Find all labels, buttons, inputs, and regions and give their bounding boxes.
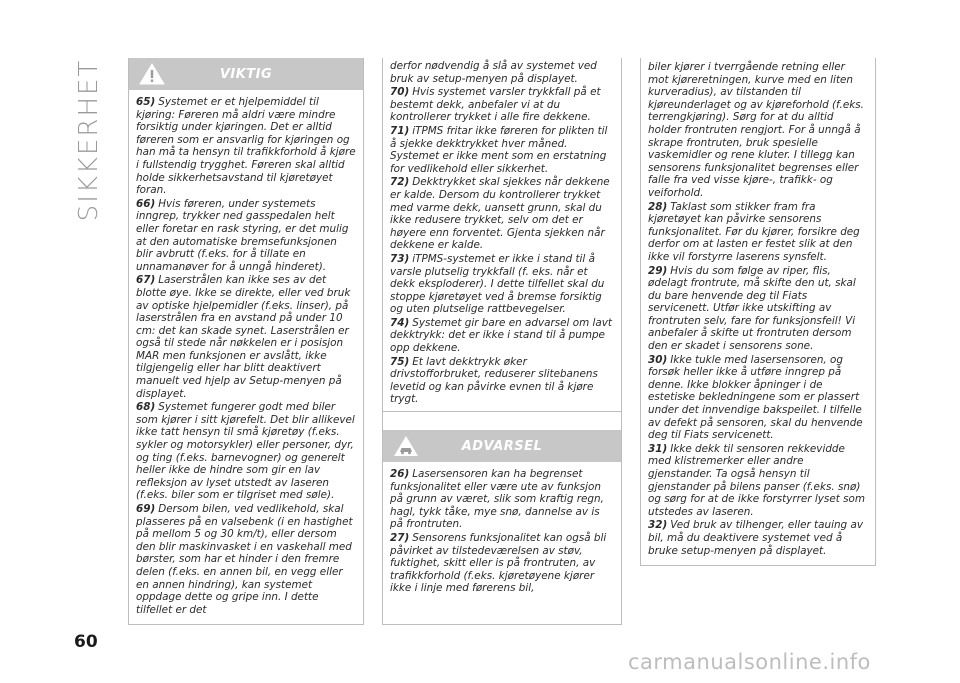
warning-triangle-icon — [139, 62, 165, 86]
note-27 — [390, 532, 614, 595]
warning-banner-title: ADVARSEL — [461, 438, 543, 454]
note-number: 75) — [390, 355, 410, 368]
note-text: Et lavt dekktrykk øker drivstofforbruket, reduserer slitebanens levetid og kan påvirke evnen til å kjøre trygt. — [390, 355, 598, 406]
note-number: 31) — [648, 442, 668, 455]
note-66 — [136, 198, 356, 274]
note-text: Systemet er et hjelpemiddel til kjøring: Føreren må aldri være mindre forsiktig under kjøringen. Det er alltid føreren som er ansvarlig for kjøringen og han må ta hensyn til trafikkforhold å kjøre i fullstendig trygghet. Føreren skal alltid holde sikkerhetsavstand til kjøretøyet foran. — [136, 96, 356, 197]
warning-notes — [383, 462, 621, 595]
section-tab — [60, 40, 118, 240]
note-number: 68) — [136, 401, 156, 414]
note-number: 70) — [390, 86, 410, 99]
note-26 — [390, 468, 614, 531]
note-text: Hvis du som følge av riper, flis, ødelagt frontrute, må skifte den ut, skal du bare henvende deg til Fiats servicenett. Utfør ikke utskifting av frontruten selv, fare for funksjonsfeil! Vi anbefaler å skifte ut frontruten dersom den er skadet i sensorens sone. — [648, 264, 856, 353]
note-30 — [648, 354, 868, 442]
important-banner — [129, 58, 363, 90]
note-74 — [390, 317, 614, 355]
important-notes-continued — [383, 58, 621, 412]
note-number: 65) — [136, 96, 156, 108]
note-28 — [648, 201, 868, 264]
note-number: 27) — [390, 532, 410, 544]
important-banner-title: VIKTIG — [219, 66, 273, 82]
section-title: SIKKERHET — [74, 58, 104, 222]
note-text: Hvis systemet varsler trykkfall på et bestemt dekk, anbefaler vi at du kontrollerer trykket i alle fire dekkene. — [390, 86, 601, 124]
note-number: 32) — [648, 519, 668, 532]
note-number: 30) — [648, 353, 668, 366]
note-number: 71) — [390, 124, 410, 137]
note-text: iTPMS-systemet er ikke i stand til å varsle plutselig trykkfall (f. eks. når et dekk eksploderer). I dette tilfellet skal du stoppe kjøretøyet ved å bremse forsiktig og uten plutselige rattbevegelser. — [390, 252, 605, 316]
note-67 — [136, 274, 356, 400]
note-text: Systemet gir bare en advarsel om lavt dekktrykk: det er ikke i stand til å pumpe opp dekkene. — [390, 316, 613, 355]
note-number: 72) — [390, 176, 410, 189]
watermark: carmanualsonline.info — [628, 650, 871, 674]
notes-column-2 — [382, 58, 622, 625]
note-31 — [648, 443, 868, 519]
note-29 — [648, 265, 868, 353]
note-69 — [136, 503, 356, 616]
page-number: 60 — [74, 632, 98, 652]
warning-section — [383, 430, 621, 595]
important-notes — [129, 90, 363, 616]
warning-notes-column — [640, 58, 876, 566]
note-number: 69) — [136, 503, 156, 515]
note-number: 73) — [390, 252, 410, 265]
note-65 — [136, 96, 356, 197]
note-text: Dekktrykket skal sjekkes når dekkene er kalde. Dersom du kontrollerer trykket med varme dekk, uansett grunn, skal du ikke redusere trykket, selv om det er høyere enn forventet. Gjenta sjekken når dekkene er kalde. — [390, 176, 610, 252]
note-text: Systemet fungerer godt med biler som kjører i sitt kjørefelt. Det blir allikevel ikke tatt hensyn til små kjøretøy (f.eks. sykler og motorsykler) eller personer, dyr, og ting (f.eks. barnevogner) og generelt heller ikke de hindre som gir en lav refleksjon av lyset utstedt av laseren (f.eks. biler som er tilgriset med søle). — [136, 401, 355, 502]
note-text: Lasersensoren kan ha begrenset funksjonalitet eller være ute av funksjon på grunn av været, slik som kraftig regn, hagl, tykk tåke, mye snø, dannelse av is på frontruten. — [390, 468, 604, 531]
important-notes-column — [128, 58, 364, 625]
note-75 — [390, 356, 614, 406]
note-text: Taklast som stikker fram fra kjøretøyet kan påvirke sensorens funksjonalitet. Før du kjører, forsikre deg derfor om at lasten er festet slik at den ikke vil forstyrre laserens synsfelt. — [648, 200, 860, 263]
note-number: 26) — [390, 468, 410, 481]
note-73 — [390, 253, 614, 316]
note-text: iTPMS fritar ikke føreren for plikten til å sjekke dekktrykket hver måned. Systemet er ikke ment som en erstatning for vedlikehold eller sikkerhet. — [390, 124, 608, 175]
note-text: Ikke dekk til sensoren rekkevidde med klistremerker eller andre gjenstander. Ta også hensyn til gjenstander på bilens panser (f.eks. snø) og sørg for at de ikke forstyrrer lyset som utstedes av laseren. — [648, 442, 865, 518]
warning-banner — [383, 430, 621, 462]
note-number: 29) — [648, 264, 668, 277]
note-text: Dersom bilen, ved vedlikehold, skal plasseres på en valsebenk (i en hastighet på mellom 5 og 30 km/t), eller dersom den blir maskinvasket i en vaskehall med børster, som har et hinder i den fremre delen (f.eks. en annen bil, en vegg eller en annen hindring), kan systemet oppdage dette og gripe inn. I dette tilfellet er det — [136, 503, 353, 616]
note-71 — [390, 125, 614, 175]
note-number: 67) — [136, 274, 156, 287]
note-70 — [390, 86, 614, 124]
note-number: 28) — [648, 200, 668, 213]
note-68 — [136, 401, 356, 502]
warning-notes-continued — [641, 58, 875, 557]
car-warning-icon — [393, 434, 419, 458]
note-number: 66) — [136, 197, 156, 210]
note-text: Ved bruk av tilhenger, eller tauing av bil, må du deaktivere systemet ved å bruke setup-menyen på displayet. — [648, 519, 863, 557]
note-number: 74) — [390, 316, 410, 329]
continued-notes — [383, 58, 621, 406]
continuation-text: biler kjører i tverrgående retning eller mot kjøreretningen, kurve med en liten kurveradius), av tilstanden til kjøreunderlaget og av kjøreforhold (f.eks. terrengkjøring). Sørg for at du alltid holder frontruten rengjort. For å unngå å skrape frontruten, bruk spesielle vaskemidler og rene kluter. I tillegg kan sensorens funksjonalitet begrenses eller falle fra ved visse kjøre-, trafikk- og veiforhold. — [648, 61, 864, 199]
note-text: Laserstrålen kan ikke ses av det blotte øye. Ikke se direkte, eller ved bruk av optiske hjelpemidler (f.eks. linser), på laserstrålen fra en avstand på under 10 cm: det kan skade synet. Laserstrålen er også til stede når nøkkelen er i posisjon MAR men funksjonen er avslått, ikke tilgjengelig eller har blitt deaktivert manuelt ved hjelp av Setup-menyen på displayet. — [136, 274, 351, 400]
continuation-text: derfor nødvendig å slå av systemet ved bruk av setup-menyen på displayet. — [390, 60, 597, 85]
note-32 — [648, 519, 868, 557]
note-text: Sensorens funksjonalitet kan også bli påvirket av tilstedeværelsen av støv, fuktighet, skitt eller is på frontruten, av trafikkforhold (f.eks. kjøretøyene kjører ikke i linje med førerens bil, — [390, 532, 607, 595]
note-72 — [390, 176, 614, 252]
note-text: Hvis føreren, under systemets inngrep, trykker ned gasspedalen helt eller foretar en rask styring, er det mulig at den automatiske bremsefunksjonen blir avbrutt (f.eks. for å tillate en unnamanøver for å unngå hinderet). — [136, 197, 349, 273]
note-text: Ikke tukle med lasersensoren, og forsøk heller ikke å utføre inngrep på denne. Ikke blokker åpninger i de estetiske bekledningene som er plassert under det innvendige bakspeilet. I tilfelle av defekt på sensoren, skal du henvende deg til Fiats servicenett. — [648, 353, 863, 442]
